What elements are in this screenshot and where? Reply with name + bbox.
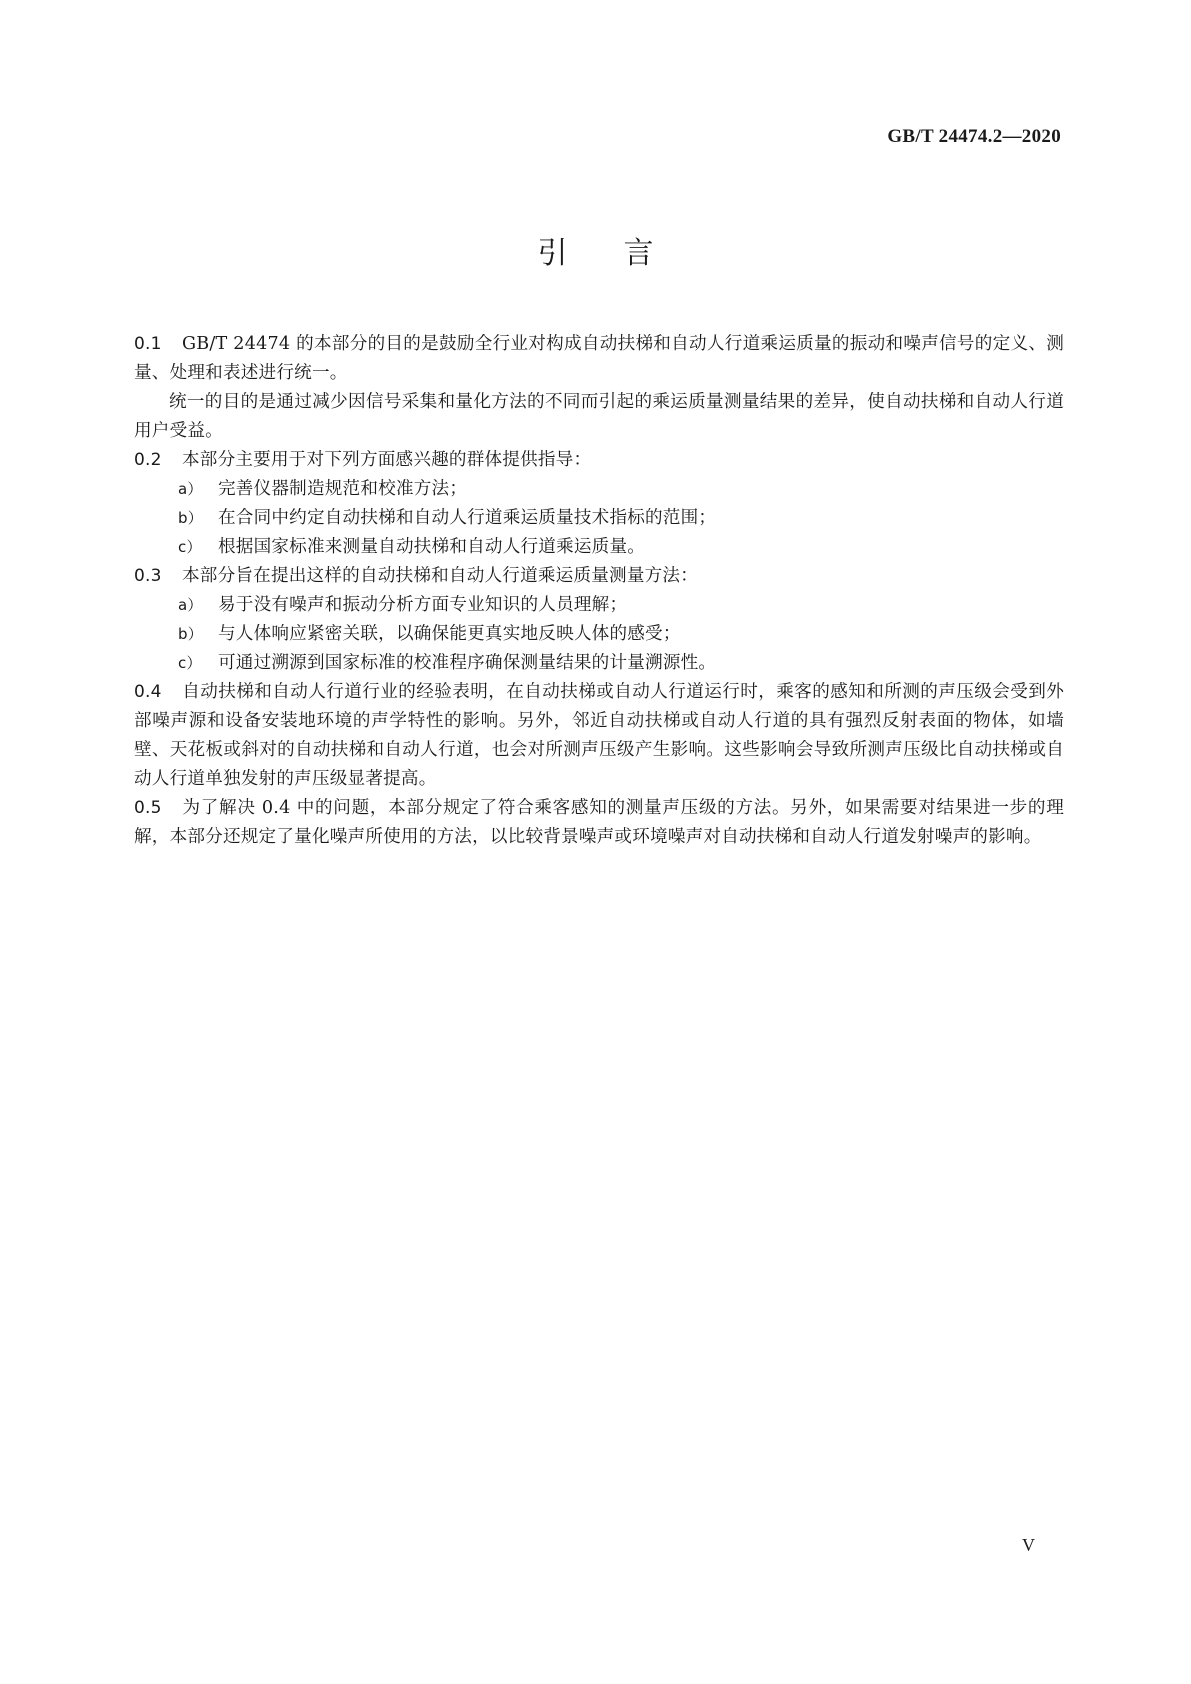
list-item-text: 与人体响应紧密关联，以确保能更真实地反映人体的感受； xyxy=(218,624,681,644)
section-0-3 xyxy=(134,562,1064,591)
section-text: 本部分旨在提出这样的自动扶梯和自动人行道乘运质量测量方法： xyxy=(182,566,699,586)
list-item xyxy=(134,591,1064,620)
section-number: 0.4 xyxy=(134,682,162,702)
section-0-5 xyxy=(134,794,1064,852)
section-number: 0.1 xyxy=(134,334,162,354)
section-0-4 xyxy=(134,678,1064,794)
list-item xyxy=(134,649,1064,678)
title-char-2: 言 xyxy=(623,236,654,271)
title-char-1: 引 xyxy=(537,236,568,271)
list-marker: b） xyxy=(178,509,203,527)
section-text: GB/T 24474 的本部分的目的是鼓励全行业对构成自动扶梯和自动人行道乘运质量的振动和噪声信号的定义、测量、处理和表述进行统一。 xyxy=(134,334,1064,383)
list-marker: c） xyxy=(178,654,202,672)
list-item xyxy=(134,533,1064,562)
document-body xyxy=(134,330,1064,852)
list-item-text: 易于没有噪声和振动分析方面专业知识的人员理解； xyxy=(218,595,628,615)
list-marker: b） xyxy=(178,625,203,643)
list-marker: a） xyxy=(178,596,203,614)
list-item xyxy=(134,504,1064,533)
page-title xyxy=(0,228,1191,272)
list-item-text: 可通过溯源到国家标准的校准程序确保测量结果的计量溯源性。 xyxy=(218,653,717,673)
standard-code-header: GB/T 24474.2—2020 xyxy=(887,126,1061,147)
list-item xyxy=(134,620,1064,649)
section-0-1 xyxy=(134,330,1064,388)
list-item xyxy=(134,475,1064,504)
list-marker: c） xyxy=(178,538,202,556)
list-marker: a） xyxy=(178,480,203,498)
section-text: 为了解决 0.4 中的问题，本部分规定了符合乘客感知的测量声压级的方法。另外，如果需要对结果进一步的理解，本部分还规定了量化噪声所使用的方法，以比较背景噪声或环境噪声对自动扶梯和自动人行道发射噪声的影响。 xyxy=(134,798,1064,847)
section-0-1-continuation: 统一的目的是通过减少因信号采集和量化方法的不同而引起的乘运质量测量结果的差异，使自动扶梯和自动人行道用户受益。 xyxy=(134,392,1064,441)
section-0-2 xyxy=(134,446,1064,475)
page-number: V xyxy=(1022,1535,1035,1555)
section-number: 0.3 xyxy=(134,566,162,586)
list-item-text: 完善仪器制造规范和校准方法； xyxy=(218,479,468,499)
section-number: 0.2 xyxy=(134,450,162,470)
list-item-text: 根据国家标准来测量自动扶梯和自动人行道乘运质量。 xyxy=(218,537,646,557)
section-text: 本部分主要用于对下列方面感兴趣的群体提供指导： xyxy=(182,450,592,470)
section-number: 0.5 xyxy=(134,798,162,818)
section-text: 自动扶梯和自动人行道行业的经验表明，在自动扶梯或自动人行道运行时，乘客的感知和所测的声压级会受到外部噪声源和设备安装地环境的声学特性的影响。另外，邻近自动扶梯或自动人行道的具有强烈反射表面的物体，如墙壁、天花板或斜对的自动扶梯和自动人行道，也会对所测声压级产生影响。这些影响会导致所测声压级比自动扶梯或自动人行道单独发射的声压级显著提高。 xyxy=(134,682,1064,789)
list-item-text: 在合同中约定自动扶梯和自动人行道乘运质量技术指标的范围； xyxy=(218,508,717,528)
